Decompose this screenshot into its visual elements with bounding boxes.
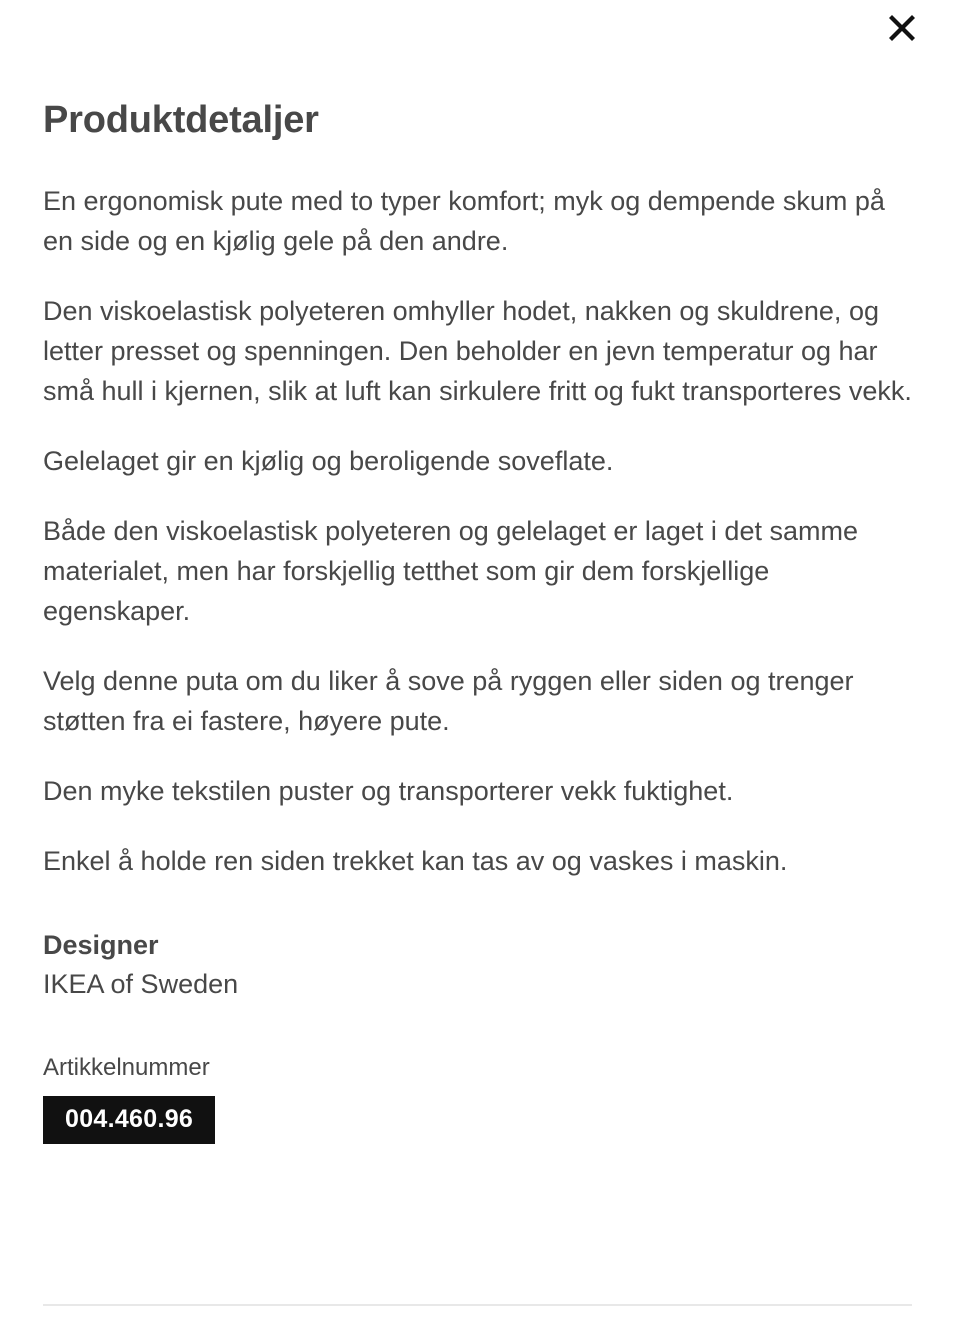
designer-section: [43, 926, 912, 1004]
product-description: [43, 181, 912, 881]
description-paragraph: Enkel å holde ren siden trekket kan tas av og vaskes i maskin.: [43, 845, 788, 876]
description-paragraph: Velg denne puta om du liker å sove på ryggen eller siden og trenger støtten fra ei fastere, høyere pute.: [43, 665, 854, 736]
article-number-label: Artikkelnummer: [43, 1053, 210, 1081]
description-paragraph: En ergonomisk pute med to typer komfort; myk og dempende skum på en side og en kjølig gele på den andre.: [43, 185, 885, 256]
section-divider: [43, 1304, 912, 1306]
description-paragraph: Den myke tekstilen puster og transporterer vekk fuktighet.: [43, 775, 734, 806]
modal-content: [43, 0, 912, 1144]
description-paragraph: Både den viskoelastisk polyeteren og gelelaget er laget i det samme materialet, men har forskjellig tetthet som gir dem forskjellige egenskaper.: [43, 515, 858, 626]
designer-label: Designer: [43, 929, 159, 960]
description-paragraph: Den viskoelastisk polyeteren omhyller hodet, nakken og skuldrene, og letter presset og spenningen. Den beholder en jevn temperatur og har små hull i kjernen, slik at luft kan sirkulere fritt og fukt transporteres vekk.: [43, 295, 912, 406]
article-number-section: [43, 1052, 912, 1144]
description-paragraph: Gelelaget gir en kjølig og beroligende soveflate.: [43, 445, 614, 476]
designer-value: IKEA of Sweden: [43, 968, 239, 999]
page-title: Produktdetaljer: [43, 99, 319, 141]
article-number-badge: 004.460.96: [43, 1096, 215, 1144]
